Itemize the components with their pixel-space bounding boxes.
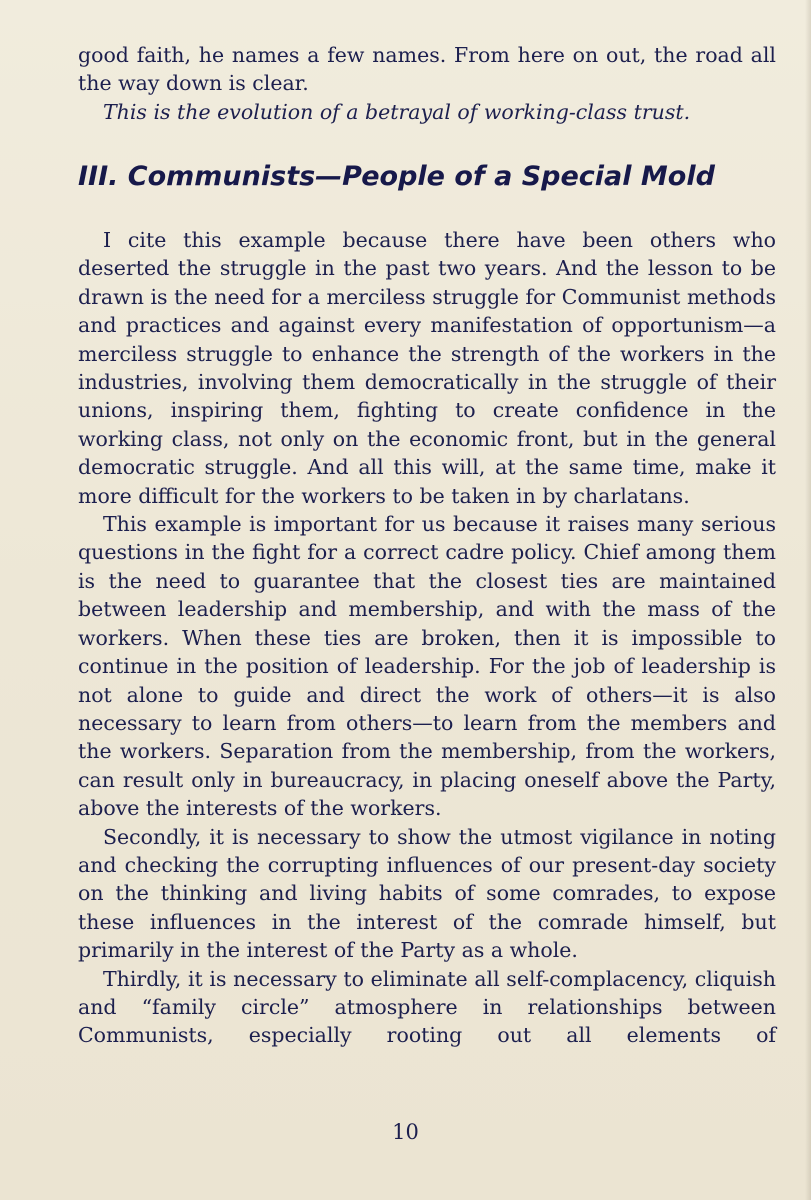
- section-heading-block: [78, 160, 776, 194]
- page-number: 10: [392, 1120, 419, 1144]
- body-paragraph: I cite this example because there have been others who deserted the struggle in the past two years. And the lesson to be drawn is the need for a merciless struggle for Communist methods and practices and against every manifestation of opportunism—a merciless struggle to enhance the strength of the workers in the industries, involving them democratically in the struggle of their unions, inspiring them, fighting to create confidence in the working class, not only on the economic front, but in the general democratic struggle. And all this will, at the same time, make it more difficult for the workers to be taken in by charlatans.: [78, 228, 776, 508]
- body-paragraph: Secondly, it is necessary to show the utmost vigilance in noting and checking the corrupting influences of our present-day society on the thinking and living habits of some comrades, to expose these influences in the interest of the comrade himself, but primarily in the interest of the Party as a whole.: [78, 824, 776, 963]
- body-text: [78, 226, 776, 1050]
- body-paragraph: This example is important for us because it raises many serious questions in the fight for a correct cadre policy. Chief among them is the need to guarantee that the closest ties are maintained between leadership and membership, and with the mass of the workers. When these ties are broken, then it is impossible to continue in the position of leadership. For the job of leadership is not alone to guide and direct the work of others—it is also necessary to learn from others—to learn from the members and the workers. Separation from the membership, from the workers, can result only in bureaucracy, in placing oneself above the Party, above the interests of the workers.: [78, 512, 776, 821]
- section-heading: III. Communists—People of a Special Mold: [78, 161, 715, 192]
- italic-statement: This is the evolution of a betrayal of working-class trust.: [103, 99, 691, 124]
- opening-block: [78, 41, 776, 126]
- body-paragraph: Thirdly, it is necessary to eliminate all self-complacency, cliquish and “family circle” atmosphere in relationships between Communists, especially rooting out all elements of: [78, 966, 776, 1048]
- page-edge-shadow: [805, 0, 811, 1200]
- opening-paragraph: good faith, he names a few names. From here on out, the road all the way down is clear.: [78, 43, 776, 96]
